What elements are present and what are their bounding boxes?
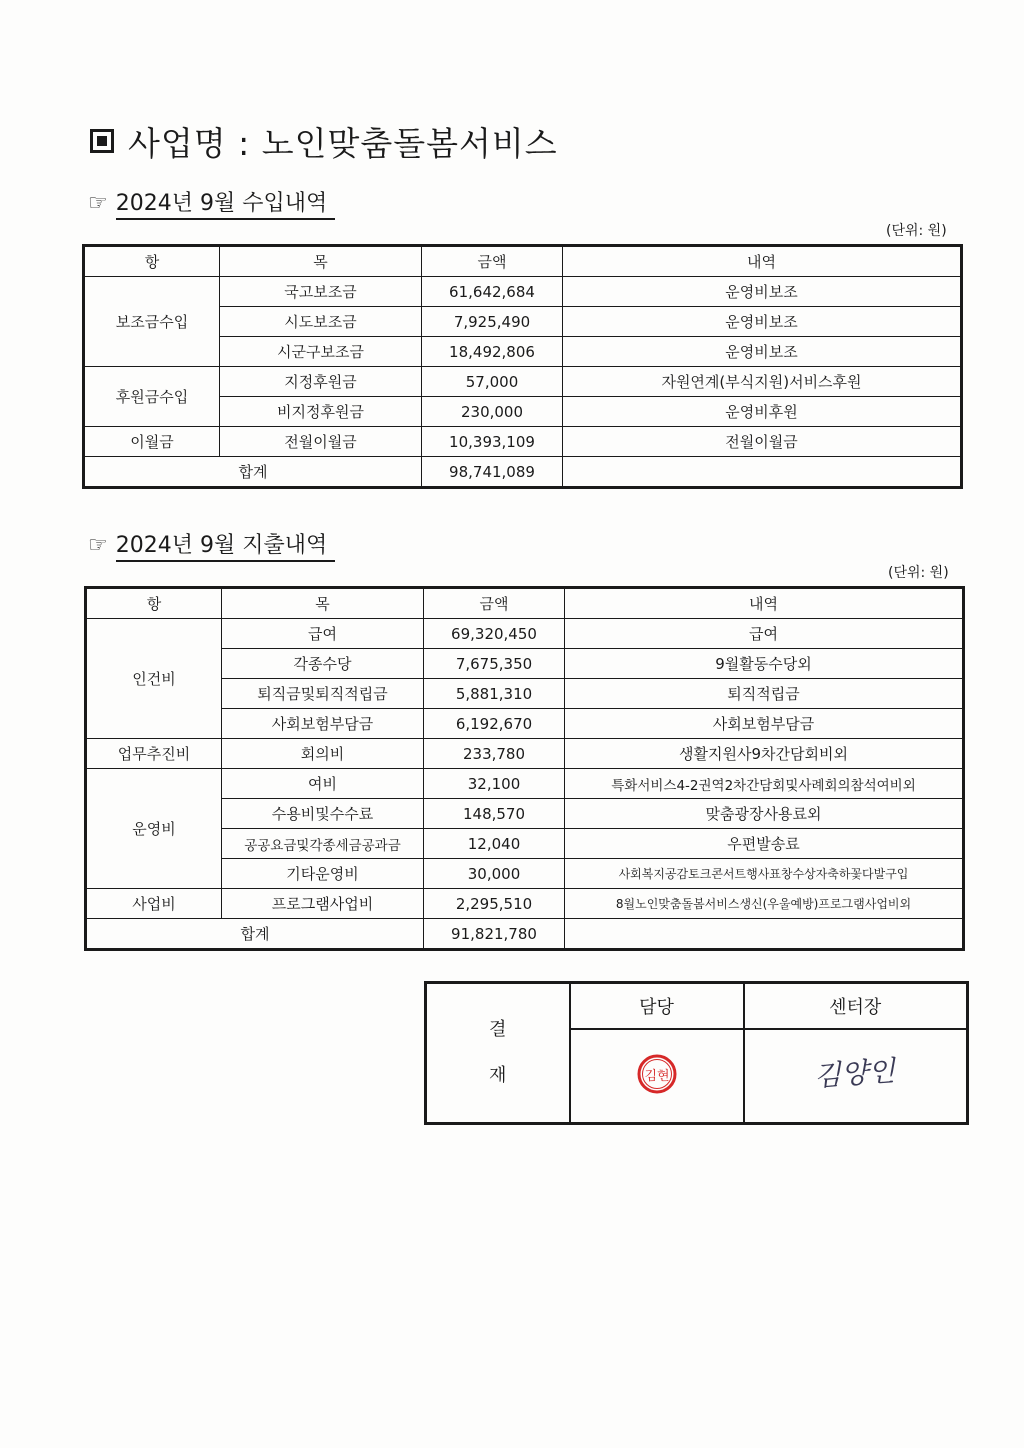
item-cell: 사회보험부담금: [222, 709, 424, 739]
approval-side-label: [426, 983, 570, 1124]
amount-cell: 12,040: [424, 829, 565, 859]
total-label: 합계: [84, 457, 422, 488]
expense-table: [84, 586, 965, 951]
col-header-item: 목: [222, 588, 424, 619]
col-header-amount: 금액: [422, 246, 563, 277]
amount-cell: 32,100: [424, 769, 565, 799]
approval-col-director: 센터장: [744, 983, 968, 1030]
item-cell: 시도보조금: [220, 307, 422, 337]
handwritten-signature: [790, 1049, 920, 1099]
item-cell: 공공요금및각종세금공과금: [222, 829, 424, 859]
category-cell: 이월금: [84, 427, 220, 457]
desc-cell: 사회복지공감토크콘서트행사표창수상자축하꽃다발구입: [565, 859, 964, 889]
amount-cell: 10,393,109: [422, 427, 563, 457]
col-header-amount: 금액: [424, 588, 565, 619]
item-cell: 수용비및수수료: [222, 799, 424, 829]
table-row: [86, 889, 964, 919]
item-cell: 각종수당: [222, 649, 424, 679]
item-cell: 국고보조금: [220, 277, 422, 307]
square-bullet-icon: [90, 129, 114, 153]
category-cell: 업무추진비: [86, 739, 222, 769]
red-seal-stamp: [635, 1052, 679, 1096]
amount-cell: 7,675,350: [424, 649, 565, 679]
table-row: [84, 277, 962, 307]
item-cell: 퇴직금및퇴직적립금: [222, 679, 424, 709]
desc-cell: 운영비보조: [563, 337, 962, 367]
approval-label-1: 결: [489, 1019, 507, 1040]
desc-cell: 8월노인맞춤돌봄서비스생신(우울예방)프로그램사업비외: [565, 889, 964, 919]
amount-cell: 30,000: [424, 859, 565, 889]
staff-stamp-cell: [570, 1029, 744, 1124]
desc-cell: 급여: [565, 619, 964, 649]
total-desc: [563, 457, 962, 488]
item-cell: 회의비: [222, 739, 424, 769]
item-cell: 비지정후원금: [220, 397, 422, 427]
amount-cell: 5,881,310: [424, 679, 565, 709]
table-row: [86, 619, 964, 649]
col-header-category: 항: [86, 588, 222, 619]
total-amount: 98,741,089: [422, 457, 563, 488]
item-cell: 급여: [222, 619, 424, 649]
category-cell: 인건비: [86, 619, 222, 739]
amount-cell: 2,295,510: [424, 889, 565, 919]
col-header-desc: 내역: [563, 246, 962, 277]
income-heading-text: 2024년 9월 수입내역: [116, 186, 335, 220]
desc-cell: 맞춤광장사용료외: [565, 799, 964, 829]
item-cell: 기타운영비: [222, 859, 424, 889]
desc-cell: 전월이월금: [563, 427, 962, 457]
item-cell: 시군구보조금: [220, 337, 422, 367]
expense-header-row: [86, 588, 964, 619]
desc-cell: 퇴직적립금: [565, 679, 964, 709]
total-row: [86, 919, 964, 950]
desc-cell: 9월활동수당외: [565, 649, 964, 679]
table-row: [84, 427, 962, 457]
desc-cell: 생활지원사9차간담회비외: [565, 739, 964, 769]
expense-heading: [88, 528, 335, 562]
item-cell: 프로그램사업비: [222, 889, 424, 919]
stamp-text: 김현: [643, 1069, 670, 1084]
total-amount: 91,821,780: [424, 919, 565, 950]
category-cell: 사업비: [86, 889, 222, 919]
item-cell: 지정후원금: [220, 367, 422, 397]
pointing-hand-icon: ☞: [88, 190, 108, 216]
title-text: 사업명 : 노인맞춤돌봄서비스: [128, 123, 558, 163]
category-cell: 보조금수입: [84, 277, 220, 367]
director-signature-cell: [744, 1029, 968, 1124]
pointing-hand-icon: ☞: [88, 532, 108, 558]
amount-cell: 6,192,670: [424, 709, 565, 739]
col-header-desc: 내역: [565, 588, 964, 619]
desc-cell: 운영비보조: [563, 307, 962, 337]
amount-cell: 7,925,490: [422, 307, 563, 337]
category-cell: 후원금수입: [84, 367, 220, 427]
amount-cell: 61,642,684: [422, 277, 563, 307]
income-heading: [88, 186, 335, 220]
table-row: [86, 739, 964, 769]
amount-cell: 57,000: [422, 367, 563, 397]
amount-cell: 18,492,806: [422, 337, 563, 367]
amount-cell: 230,000: [422, 397, 563, 427]
amount-cell: 148,570: [424, 799, 565, 829]
col-header-category: 항: [84, 246, 220, 277]
total-row: [84, 457, 962, 488]
category-cell: 운영비: [86, 769, 222, 889]
desc-cell: 사회보험부담금: [565, 709, 964, 739]
desc-cell: 운영비보조: [563, 277, 962, 307]
total-label: 합계: [86, 919, 424, 950]
income-unit: (단위: 원): [886, 223, 947, 239]
item-cell: 여비: [222, 769, 424, 799]
item-cell: 전월이월금: [220, 427, 422, 457]
page-title: [90, 118, 558, 164]
signature-text: 김양인: [813, 1054, 897, 1093]
col-header-item: 목: [220, 246, 422, 277]
amount-cell: 233,780: [424, 739, 565, 769]
income-table: [82, 244, 963, 489]
table-row: [86, 769, 964, 799]
approval-col-staff: 담당: [570, 983, 744, 1030]
expense-unit: (단위: 원): [888, 565, 949, 581]
expense-heading-text: 2024년 9월 지출내역: [116, 528, 335, 562]
approval-box: [424, 981, 969, 1125]
total-desc: [565, 919, 964, 950]
desc-cell: 우편발송료: [565, 829, 964, 859]
desc-cell: 자원연계(부식지원)서비스후원: [563, 367, 962, 397]
approval-label-2: 재: [489, 1065, 507, 1086]
amount-cell: 69,320,450: [424, 619, 565, 649]
income-header-row: [84, 246, 962, 277]
desc-cell: 운영비후원: [563, 397, 962, 427]
desc-cell: 특화서비스4-2권역2차간담회및사례회의참석여비외: [565, 769, 964, 799]
table-row: [84, 367, 962, 397]
